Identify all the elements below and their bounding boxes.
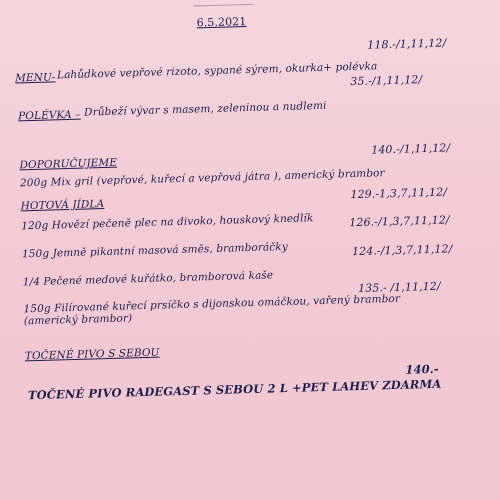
hot-item-4-text-2: (americký brambor) xyxy=(23,312,133,328)
menu-label: MENU- xyxy=(14,71,56,85)
recommend-price: 140.-/1,11,12/ xyxy=(371,141,451,157)
menu-date: 6.5.2021 xyxy=(196,15,247,30)
beer-text: TOČENÉ PIVO RADEGAST S SEBOU 2 L +PET LAHEV ZDARMA xyxy=(27,376,442,403)
recommend-heading: DOPORUČUJEME xyxy=(19,156,118,172)
hot-item-2-text: 150g Jemně pikantní masová směs, bramboráčky xyxy=(21,240,288,261)
top-edge-mark xyxy=(193,0,253,6)
beer-heading: TOČENÉ PIVO S SEBOU xyxy=(24,346,160,363)
menu-price: 118.-/1,11,12/ xyxy=(367,36,447,52)
soup-label: POLÉVKA – xyxy=(18,108,81,123)
hot-item-4-price: 135.- /1,11,12/ xyxy=(357,279,441,295)
recommend-text: 200g Mix gril (vepřové, kuřecí a vepřová játra ), americký brambor xyxy=(19,167,385,190)
hot-meals-heading: HOTOVÁ JÍDLA xyxy=(20,198,105,213)
beer-price: 140.- xyxy=(405,361,439,377)
soup-price: 35.-/1,11,12/ xyxy=(350,73,423,89)
hot-item-2-price: 126.-/1,3,7,11,12/ xyxy=(349,213,450,230)
menu-text: Lahůdkové vepřové rizoto, sypané sýrem, okurka+ polévka xyxy=(56,60,378,82)
hot-item-4-text: 150g Filírované kuřecí prsíčko s dijonskou omáčkou, vařený brambor xyxy=(23,292,401,316)
hot-item-3-price: 124.-/1,3,7,11,12/ xyxy=(351,242,453,259)
hot-item-3-text: 1/4 Pečené medové kuřátko, bramborová kaše xyxy=(22,269,274,289)
hot-item-1-text: 120g Hovězí pečeně plec na divoko, houskový knedlík xyxy=(21,212,314,233)
hot-item-1-price: 129.-1,3,7,11,12/ xyxy=(350,185,448,202)
soup-text: Drůbeží vývar s masem, zeleninou a nudlemi xyxy=(83,99,327,119)
